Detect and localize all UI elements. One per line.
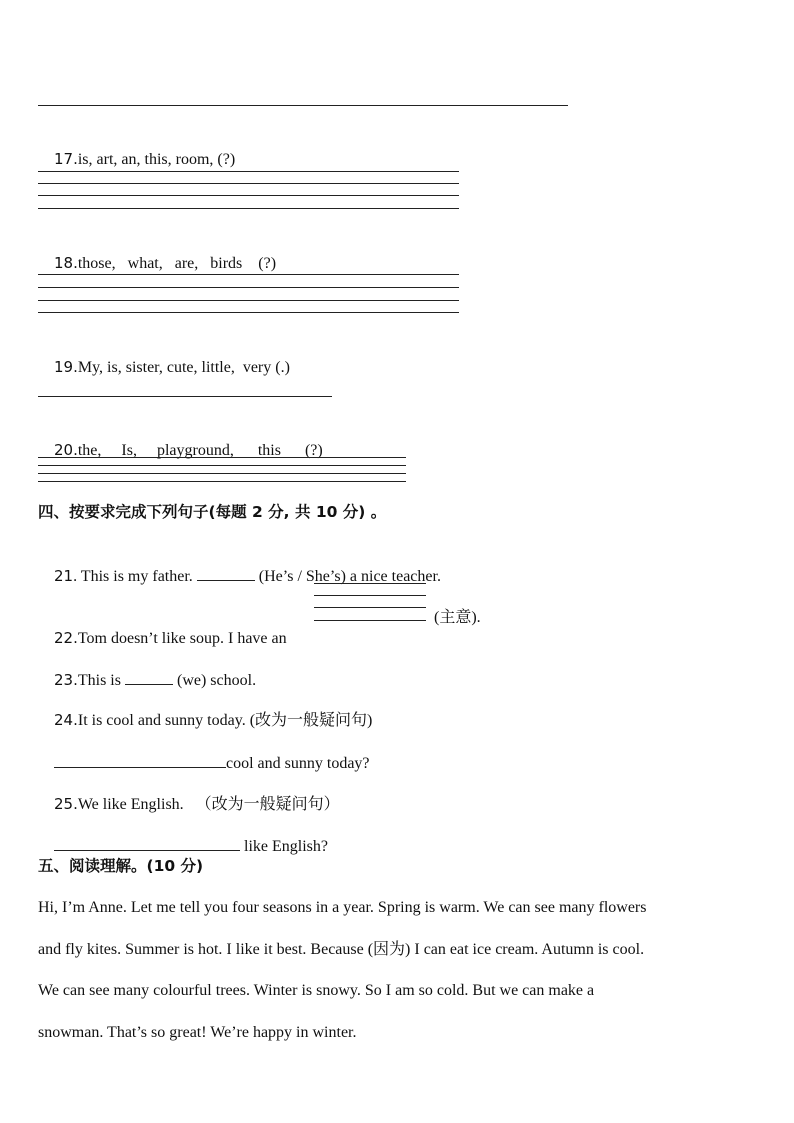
- answer-line[interactable]: [314, 620, 426, 621]
- reading-passage: [38, 887, 754, 1053]
- fill-blank[interactable]: [54, 835, 240, 851]
- section-5-heading: 五、阅读理解。(10 分): [38, 857, 204, 875]
- question-text-before-blank: This is: [77, 672, 125, 689]
- passage-line: and fly kites. Summer is hot. I like it best. Because (因为) I can eat ice cream. Autumn is cool.: [38, 940, 645, 958]
- question-20: [38, 420, 323, 481]
- answer-line[interactable]: [38, 287, 459, 288]
- question-21: [38, 545, 441, 607]
- answer-line[interactable]: [38, 465, 406, 466]
- question-number: 17.: [54, 150, 78, 168]
- question-text-before-blank: . This is my father.: [73, 568, 197, 585]
- question-text: those, what, are, birds (?): [77, 255, 277, 272]
- question-text: My, is, sister, cute, little, very (.): [77, 359, 290, 376]
- question-number: 20.: [54, 441, 78, 459]
- fill-blank[interactable]: [125, 669, 173, 685]
- answer-line[interactable]: [38, 481, 406, 482]
- fill-blank[interactable]: [54, 752, 226, 768]
- fill-blank[interactable]: [197, 565, 255, 581]
- question-number: 23.: [54, 671, 78, 689]
- answer-line[interactable]: [314, 595, 426, 596]
- answer-line[interactable]: [38, 183, 459, 184]
- question-number: 19.: [54, 358, 78, 376]
- answer-line[interactable]: [38, 195, 459, 196]
- answer-line[interactable]: [38, 312, 459, 313]
- answer-line[interactable]: [38, 208, 459, 209]
- question-text: is, art, an, this, room, (?): [77, 151, 236, 168]
- question-17: [38, 129, 235, 190]
- answer-line[interactable]: [38, 473, 406, 474]
- answer-tail: like English?: [240, 838, 328, 855]
- question-22-hint: (主意).: [430, 609, 481, 626]
- question-number: 22.: [54, 629, 78, 647]
- answer-line[interactable]: [38, 457, 406, 458]
- question-number: 25.: [54, 795, 78, 813]
- question-18: [38, 233, 276, 294]
- question-number: 21: [54, 567, 74, 585]
- question-text-after-blank: (He’s / She’s) a nice teacher.: [254, 568, 441, 585]
- answer-line[interactable]: [38, 396, 332, 397]
- answer-line-16[interactable]: [38, 105, 568, 106]
- question-text: the, Is, playground, this (?): [77, 442, 323, 459]
- passage-line: We can see many colourful trees. Winter is snowy. So I am so cold. But we can make a: [38, 982, 595, 999]
- answer-line[interactable]: [314, 607, 426, 608]
- passage-line: Hi, I’m Anne. Let me tell you four seasons in a year. Spring is warm. We can see many flowers: [38, 899, 647, 916]
- answer-line[interactable]: [38, 171, 459, 172]
- question-text-before-blank: Tom doesn’t like soup. I have an: [77, 630, 291, 647]
- question-number: 24.: [54, 711, 78, 729]
- answer-line[interactable]: [314, 583, 426, 584]
- section-4-heading: 四、按要求完成下列句子(每题 2 分, 共 10 分) 。: [38, 503, 387, 521]
- question-number: 18.: [54, 254, 78, 272]
- question-text: We like English. （改为一般疑问句）: [77, 796, 340, 813]
- answer-line[interactable]: [38, 274, 459, 275]
- passage-line: snowman. That’s so great! We’re happy in winter.: [38, 1023, 357, 1041]
- question-19: [38, 337, 290, 398]
- question-text: It is cool and sunny today. (改为一般疑问句): [77, 712, 373, 729]
- answer-tail: cool and sunny today?: [226, 755, 370, 772]
- answer-line[interactable]: [38, 300, 459, 301]
- question-text-after-blank: (we) school.: [172, 672, 257, 689]
